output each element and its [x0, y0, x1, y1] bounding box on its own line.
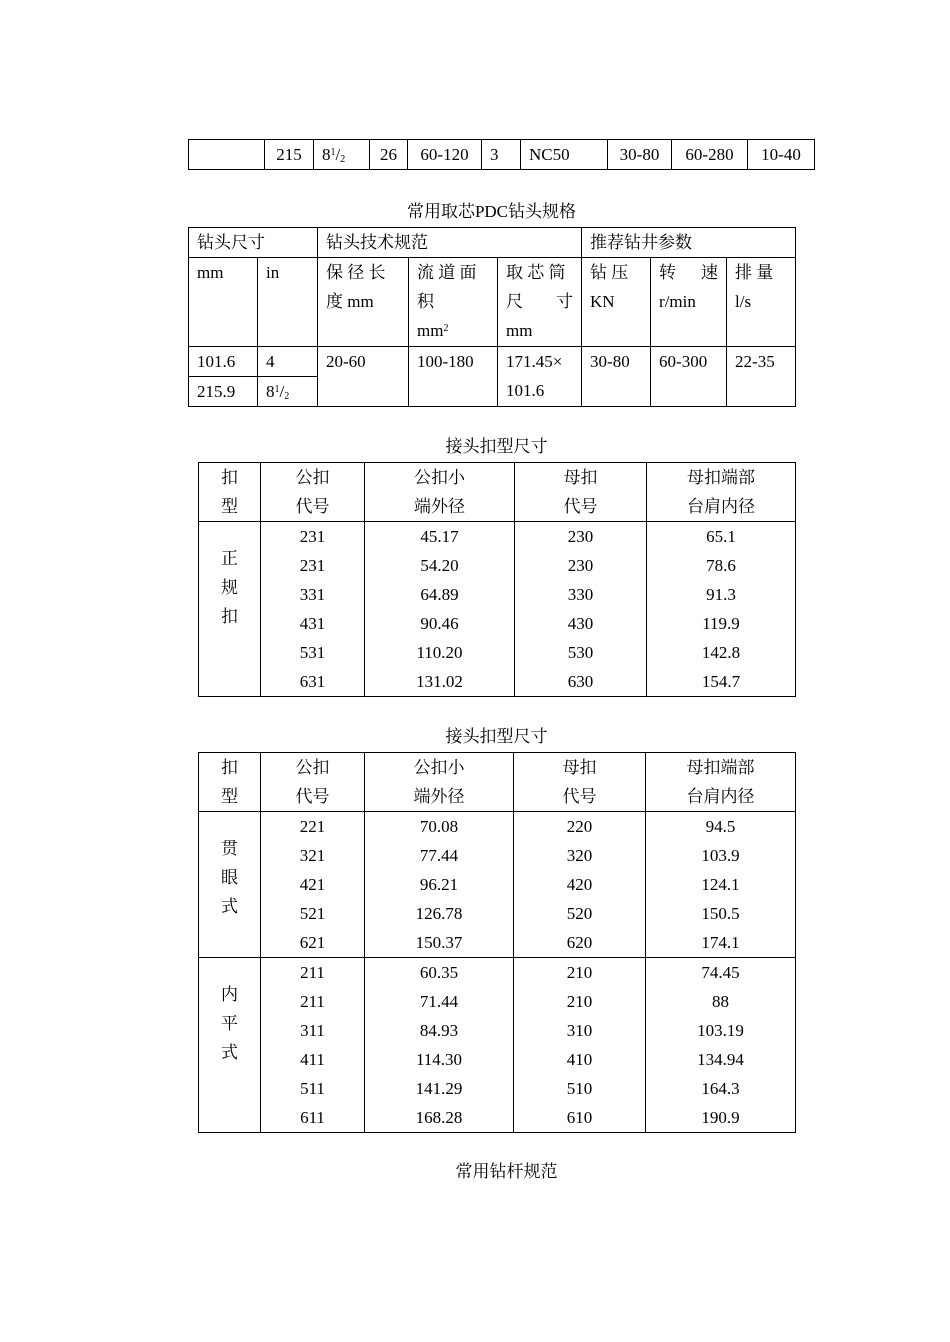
header-wob: 钻 压 KN — [582, 258, 651, 347]
table-cell: $8^1/_2$ — [258, 377, 318, 407]
pin-od-column: 45.17 54.20 64.89 90.46 110.20 131.02 — [365, 522, 515, 697]
header-thread-type: 扣 型 — [199, 753, 261, 812]
box-code-column: 220 320 420 520 620 — [514, 812, 646, 958]
table-caption: 接头扣型尺寸 — [445, 727, 548, 746]
header-thread-type: 扣 型 — [199, 463, 261, 522]
table-cell: 20-60 — [318, 347, 409, 407]
header-flow-area: 流 道 面 积 $mm^2$ — [409, 258, 498, 347]
header-box-shoulder-id: 母扣端部 台肩内径 — [646, 753, 796, 812]
header-flow-rate: 排 量 l/s — [727, 258, 796, 347]
top-table-fragment — [188, 139, 815, 170]
pin-od-column: 60.35 71.44 84.93 114.30 141.29 168.28 — [365, 958, 514, 1133]
table-cell: 30-80 — [582, 347, 651, 407]
table-header-row — [199, 753, 796, 812]
connection-thread-table-regular — [198, 462, 796, 697]
thread-type-label: 正 规 扣 — [199, 522, 261, 697]
table-cell: 215 — [265, 140, 314, 170]
table-cell: 22-35 — [727, 347, 796, 407]
table-header-row — [189, 258, 796, 347]
table-cell: 60-300 — [651, 347, 727, 407]
pdc-core-bit-table — [188, 227, 796, 407]
table-cell: 100-180 — [409, 347, 498, 407]
header-pin-od: 公扣小 端外径 — [365, 753, 514, 812]
header-pin-code: 公扣 代号 — [261, 463, 365, 522]
table-row — [189, 140, 815, 170]
table-cell: 171.45× 101.6 — [498, 347, 582, 407]
table-row — [199, 522, 796, 697]
table-cell: NC50 — [521, 140, 608, 170]
table-cell: 60-280 — [672, 140, 748, 170]
connection-thread-table-fh-if — [198, 752, 796, 1133]
header-drill-params: 推荐钻井参数 — [582, 228, 796, 258]
box-code-column: 210 210 310 410 510 610 — [514, 958, 646, 1133]
table-cell: 215.9 — [189, 377, 258, 407]
header-core-barrel-size: 取 芯 筒 尺 寸 mm — [498, 258, 582, 347]
table-cell: 10-40 — [748, 140, 815, 170]
table-cell: 4 — [258, 347, 318, 377]
header-bit-size: 钻头尺寸 — [189, 228, 318, 258]
header-rpm: 转 速 r/min — [651, 258, 727, 347]
table-caption: 常用取芯PDC钻头规格 — [406, 202, 577, 221]
table-cell: $8^1/_2$ — [314, 140, 370, 170]
header-box-shoulder-id: 母扣端部 台肩内径 — [647, 463, 796, 522]
header-pin-code: 公扣 代号 — [261, 753, 365, 812]
pin-code-column: 221 321 421 521 621 — [261, 812, 365, 958]
header-in: in — [258, 258, 318, 347]
table-row — [199, 958, 796, 1133]
table-cell — [189, 140, 265, 170]
thread-type-label: 贯 眼 式 — [199, 812, 261, 958]
header-box-code: 母扣 代号 — [515, 463, 647, 522]
header-box-code: 母扣 代号 — [514, 753, 646, 812]
pin-code-column: 231 231 331 431 531 631 — [261, 522, 365, 697]
header-mm: mm — [189, 258, 258, 347]
box-id-column: 74.45 88 103.19 134.94 164.3 190.9 — [646, 958, 796, 1133]
table-cell: 30-80 — [608, 140, 672, 170]
table-cell: 26 — [370, 140, 408, 170]
table-header-row — [199, 463, 796, 522]
header-pin-od: 公扣小 端外径 — [365, 463, 515, 522]
section-caption: 常用钻杆规范 — [455, 1162, 558, 1181]
pin-od-column: 70.08 77.44 96.21 126.78 150.37 — [365, 812, 514, 958]
table-cell: 3 — [482, 140, 521, 170]
table-cell: 60-120 — [408, 140, 482, 170]
header-tech-spec: 钻头技术规范 — [318, 228, 582, 258]
box-code-column: 230 230 330 430 530 630 — [515, 522, 647, 697]
table-caption: 接头扣型尺寸 — [445, 437, 548, 456]
pin-code-column: 211 211 311 411 511 611 — [261, 958, 365, 1133]
table-row — [199, 812, 796, 958]
header-gauge-length: 保 径 长 度 mm — [318, 258, 409, 347]
table-row — [189, 347, 796, 377]
box-id-column: 65.1 78.6 91.3 119.9 142.8 154.7 — [647, 522, 796, 697]
table-cell: 101.6 — [189, 347, 258, 377]
thread-type-label: 内 平 式 — [199, 958, 261, 1133]
table-header-row — [189, 228, 796, 258]
box-id-column: 94.5 103.9 124.1 150.5 174.1 — [646, 812, 796, 958]
